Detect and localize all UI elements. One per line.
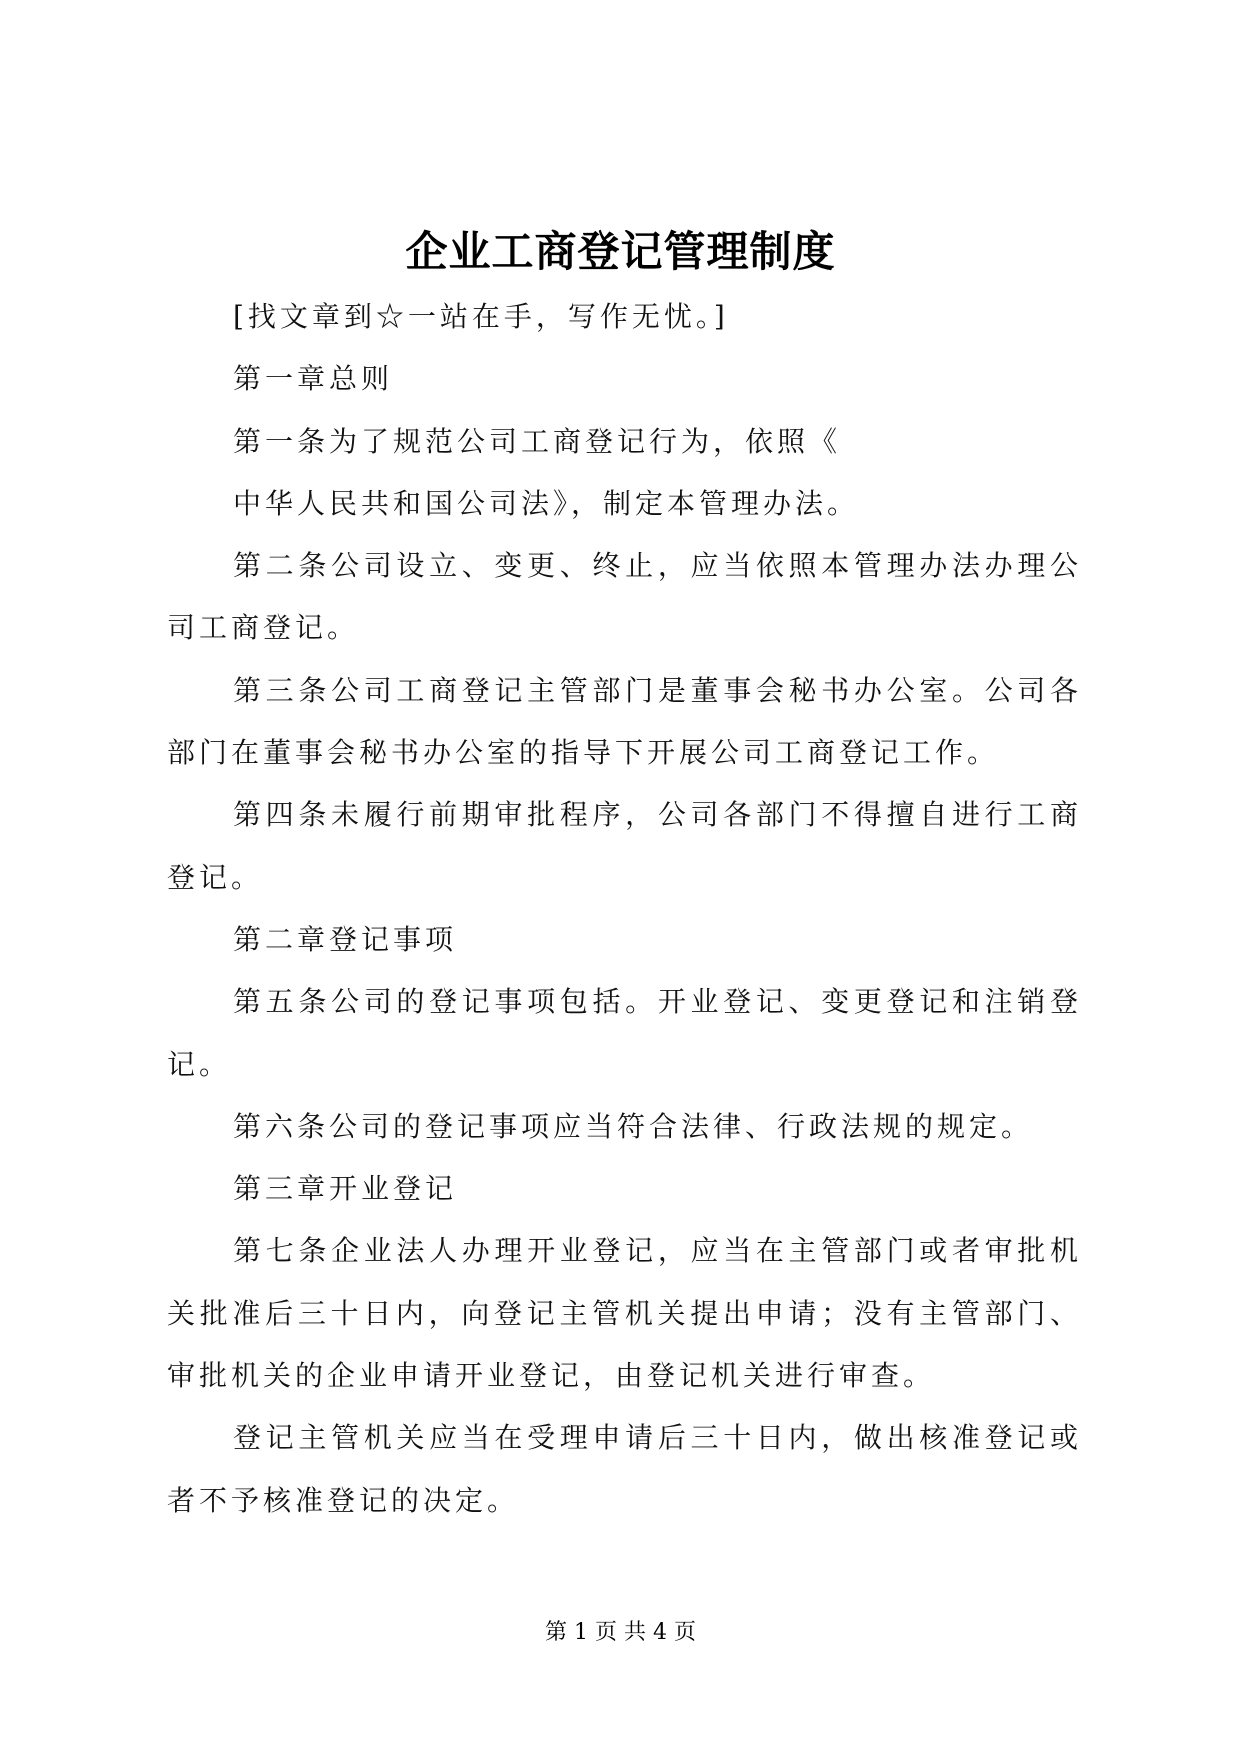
text-line: 第五条公司的登记事项包括。开业登记、变更登记和注销登 [233,985,1078,1019]
text-line: 第四条未履行前期审批程序，公司各部门不得擅自进行工商 [233,798,1078,832]
text-line: 第七条企业法人办理开业登记，应当在主管部门或者审批机 [233,1234,1078,1268]
text-line: 记。 [167,1047,232,1081]
text-line: 第二章登记事项 [233,922,458,956]
text-line: 中华人民共和国公司法》，制定本管理办法。 [233,486,860,520]
page-number-footer: 第 1 页 共 4 页 [545,1620,696,1645]
text-line: 登记主管机关应当在受理申请后三十日内，做出核准登记或 [233,1421,1078,1455]
text-line: 者不予核准登记的决定。 [167,1483,520,1517]
text-line: 司工商登记。 [167,611,360,645]
text-line: [找文章到☆一站在手，写作无忧。] [233,300,729,333]
text-line: 第二条公司设立、变更、终止，应当依照本管理办法办理公 [233,549,1078,583]
text-line: 第三章开业登记 [233,1172,458,1206]
text-line: 第三条公司工商登记主管部门是董事会秘书办公室。公司各 [233,673,1078,707]
text-line: 关批准后三十日内，向登记主管机关提出申请；没有主管部门、 [167,1296,1078,1330]
document-title: 企业工商登记管理制度 [405,227,836,276]
text-line: 第一章总则 [233,362,394,396]
text-line: 第一条为了规范公司工商登记行为，依照《 [233,424,842,458]
text-line: 第六条公司的登记事项应当符合法律、行政法规的规定。 [233,1109,1034,1143]
text-line: 部门在董事会秘书办公室的指导下开展公司工商登记工作。 [167,736,1000,770]
text-line: 审批机关的企业申请开业登记，由登记机关进行审查。 [167,1359,936,1393]
document-body [167,286,1078,1532]
text-line: 登记。 [167,860,264,894]
